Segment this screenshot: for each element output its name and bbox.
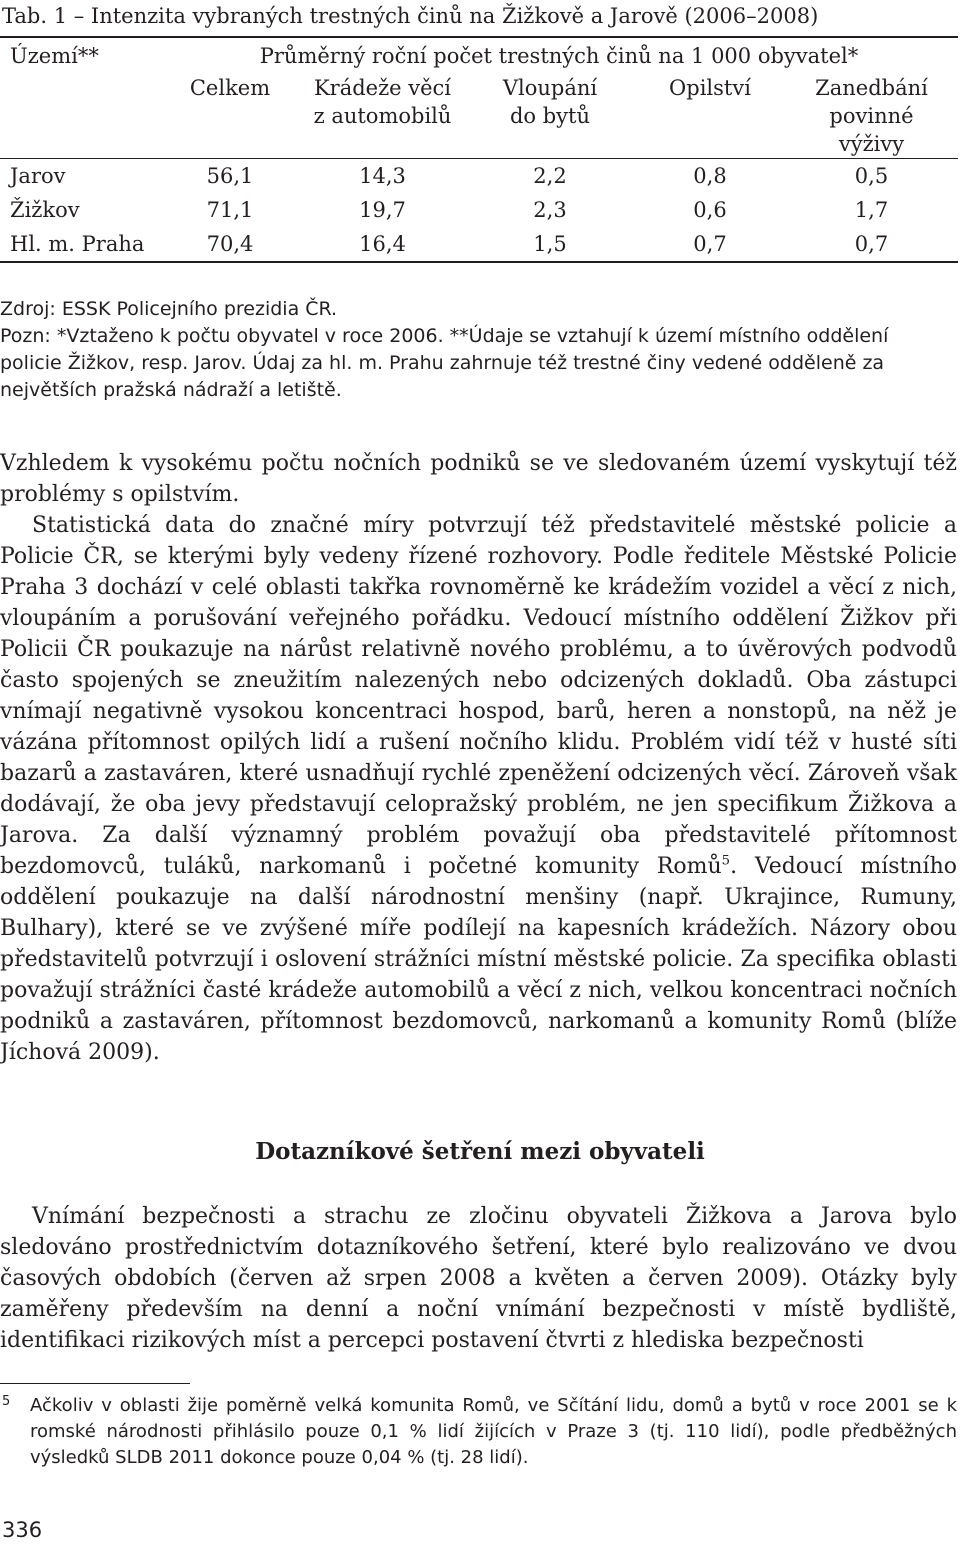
table-cell: 1,5 [533,232,567,256]
row-label: Žižkov [10,198,80,222]
column-header: Zanedbání povinné výživy [815,76,928,156]
table-cell: 14,3 [359,164,406,188]
column-header: Celkem [189,76,271,100]
table-cell: 1,7 [854,198,889,222]
table-row [0,193,958,227]
table-cell: 2,3 [533,198,567,222]
table-cell: 71,1 [206,198,254,222]
footnote-divider [0,1383,190,1384]
footnote-text: Ačkoliv v oblasti žije poměrně velká komunita Romů, ve Sčítání lidu, domů a bytů v roce 2001 se k romské národnosti přihlásilo pouze 0,1 % lidí žijících v Praze 3 (tj. 110 lidí), podle předběžných výsledků SLDB 2011 dokonce pouze 0,04 % (tj. 28 lidí). [30,1395,957,1468]
column-header: Vloupání do bytů [502,76,598,128]
crime-table [0,36,958,263]
table-cell: 16,4 [359,232,406,256]
footnote-ref: 5 [721,853,731,869]
table-cell: 0,7 [693,232,727,256]
table-row [0,159,958,194]
column-header-row [0,74,958,159]
table-cell: 0,8 [693,164,727,188]
paragraph: Vnímání bezpečnosti a strachu ze zločinu obyvateli Žižkova a Jarova bylo sledováno prostřednictvím dotazníkového šetření, které bylo realizováno ve dvou časových obdobích (červen až srpen 2008 a květen a červen 2009). Otázky byly zaměřeny především na denní a noční vnímání bezpečnosti v místě bydliště, identifikaci rizikových míst a percepci postavení čtvrti z hlediska bezpečnosti [0,1204,957,1353]
table-cell: 19,7 [359,198,406,222]
table-cell: 0,5 [854,164,889,188]
body-text [0,448,957,1068]
column-header: Opilství [669,76,751,100]
table-cell: 2,2 [533,164,567,188]
group-header: Průměrný roční počet trestných činů na 1 000 obyvatel* [259,44,859,68]
footnote-number: 5 [2,1394,11,1409]
table-cell: 56,1 [206,164,254,188]
row-label: Jarov [10,164,66,188]
section-text [0,1201,957,1356]
table-explanation: Pozn: *Vztaženo k počtu obyvatel v roce 2006. **Údaje se vztahují k území místního oddělení policie Žižkov, resp. Jarov. Údaj za hl. m. Prahu zahrnuje též trestné činy vedené odděleně za největších pražská nádraží a letiště. [0,325,889,401]
paragraph: Statistická data do značné míry potvrzují též představitelé městské policie a Policie ČR, se kterými byly vedeny řízené rozhovory. Podle ředitele Městské Policie Praha 3 dochází v celé oblasti takřka rovnoměrně ke krádežím vozidel a věcí z nich, vloupáním a porušování veřejného pořádku. Vedoucí místního oddělení Žižkov při Policii ČR poukazuje na nárůst relativně nového problému, a to úvěrových podvodů často spojených se zneužitím nalezených nebo odcizených dokladů. Oba zástupci vnímají negativně vysokou koncentraci hospod, barů, heren a nonstopů, na něž je vázána přítomnost opilých lidí a rušení nočního klidu. Problém vidí též v husté síti bazarů a zastaváren, které usnadňují rychlé zpeněžení odcizených věcí. Zároveň však dodávají, že oba jevy představují celopražský problém, ne jen specifikum Žižkova a Jarova. Za další významný problém považují oba představitelé přítomnost bezdomovců, tuláků, narkomanů i početné komunity Romů$^5$. Vedoucí místního oddělení poukazuje na další národnostní menšiny (např. Ukrajince, Rumuny, Bulhary), které se ve zvýšené míře podílejí na kapesních krádežích. Názory obou představitelů potvrzují i oslovení strážníci místní městské policie. Za specifika oblasti považují strážníci časté krádeže automobilů a věcí z nich, velkou koncentraci nočních podniků a zastaváren, přítomnost bezdomovců, narkomanů a komunity Romů (blíže Jíchová 2009). [0,513,957,1065]
table-header-row [0,37,958,74]
column-header: Krádeže věcí z automobilů [313,76,452,128]
table-cell: 0,7 [854,232,889,256]
footnote [0,1393,957,1471]
table-source: Zdroj: ESSK Policejního prezidia ČR. [0,298,338,320]
table-caption: Tab. 1 – Intenzita vybraných trestných činů na Žižkově a Jarově (2006–2008) [2,4,819,28]
table-cell: 70,4 [206,232,254,256]
paragraph: Vzhledem k vysokému počtu nočních podniků se ve sledovaném území vyskytují též problémy s opilstvím. [0,451,957,507]
section-title: Dotazníkové šetření mezi obyvateli [255,1138,705,1165]
table-cell: 0,6 [693,198,727,222]
row-label: Hl. m. Praha [10,232,145,256]
table-row [0,227,958,262]
area-header: Území** [10,44,99,68]
page-number: 336 [2,1518,43,1542]
table-notes [0,296,955,404]
